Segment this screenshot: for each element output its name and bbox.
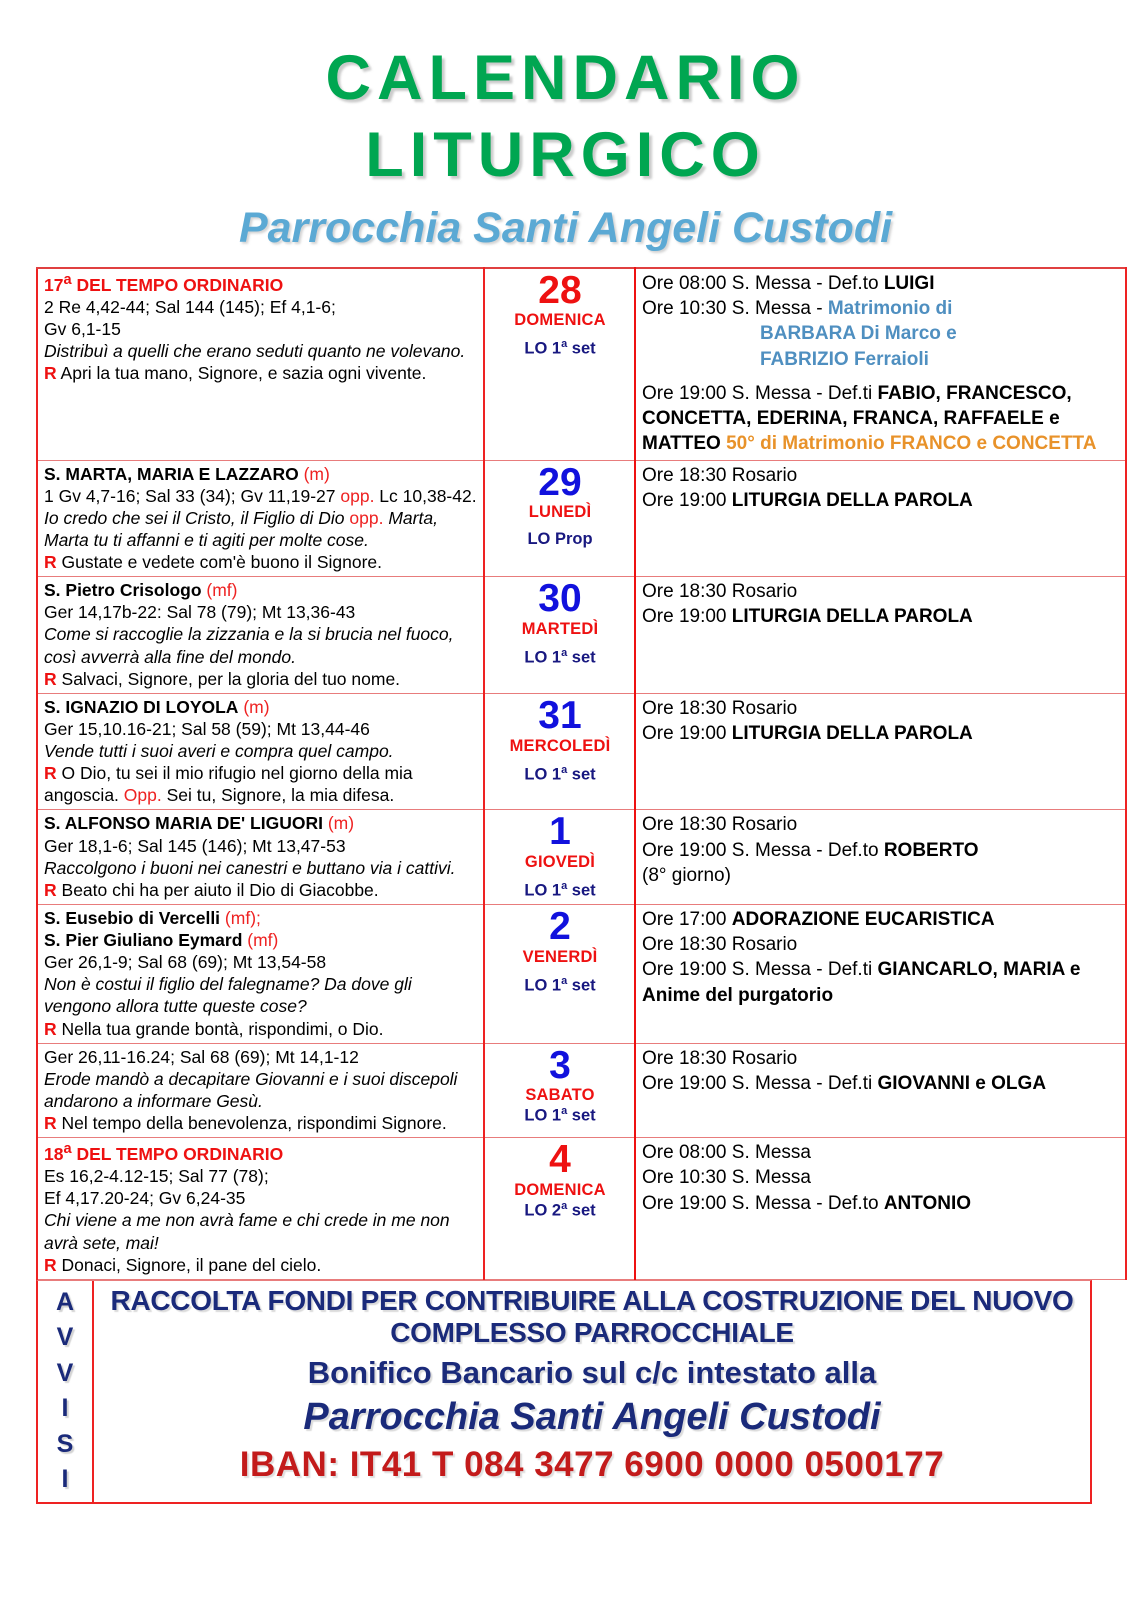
calendar-table-wrapper — [36, 267, 1097, 1280]
responsorial-psalm: R Apri la tua mano, Signore, e sazia ogni vivente. — [44, 363, 427, 384]
response-marker: R — [44, 1254, 57, 1275]
schedule-entry: Ore 19:00 LITURGIA DELLA PAROLA — [642, 723, 973, 745]
liturgy-of-hours-week: LO 1$^a$ set — [524, 880, 596, 900]
date-cell — [484, 904, 635, 1043]
day-number: 2 — [549, 904, 571, 948]
table-row — [37, 268, 1126, 460]
day-of-week: DOMENICA — [514, 311, 606, 330]
avvisi-bank-transfer-line: Bonifico Bancario sul c/c intestato alla — [307, 1354, 877, 1390]
schedule-entry: Ore 10:30 S. Messa - Matrimonio di — [642, 297, 953, 319]
liturgy-rank: (m) — [303, 463, 330, 484]
scripture-references: Ger 18,1-6; Sal 145 (146); Mt 13,47-53 — [44, 835, 346, 856]
responsorial-psalm: R Nella tua grande bontà, rispondimi, o Dio. — [44, 1018, 384, 1039]
liturgy-rank-secondary: (mf) — [247, 930, 279, 951]
schedule-entry: Ore 10:30 S. Messa — [642, 1167, 811, 1189]
schedule-entry: Ore 18:30 Rosario — [642, 934, 798, 956]
page-title — [0, 40, 1131, 194]
date-cell — [484, 693, 635, 810]
schedule-entry: Ore 19:00 LITURGIA DELLA PAROLA — [642, 489, 973, 511]
liturgy-cell — [37, 904, 484, 1043]
saint-name: S. Eusebio di Vercelli (mf); — [44, 907, 261, 928]
table-row — [37, 693, 1126, 810]
gospel-antiphon: Raccolgono i buoni nei canestri e buttano via i cattivi. — [44, 857, 456, 878]
date-cell — [484, 268, 635, 460]
title-line-1: CALENDARIO — [325, 43, 806, 113]
day-number: 30 — [538, 577, 582, 621]
liturgy-cell — [37, 1043, 484, 1138]
liturgy-cell — [37, 810, 484, 905]
responsorial-psalm: R Donaci, Signore, il pane del cielo. — [44, 1254, 322, 1275]
scripture-references: 2 Re 4,42-44; Sal 144 (145); Ef 4,1-6; — [44, 296, 336, 317]
responsorial-psalm: R Beato chi ha per aiuto il Dio di Giacobbe. — [44, 879, 379, 900]
opp-marker-2: opp. — [349, 507, 384, 528]
wedding-couple-line: BARBARA Di Marco e — [760, 323, 957, 345]
scripture-references: Ger 26,1-9; Sal 68 (69); Mt 13,54-58 — [44, 952, 327, 973]
table-row — [37, 1043, 1126, 1138]
avvisi-letter: I — [61, 1394, 69, 1423]
date-cell — [484, 460, 635, 577]
response-marker: R — [44, 1018, 57, 1039]
schedule-entry: Ore 18:30 Rosario — [642, 581, 798, 603]
liturgy-of-hours-week: LO 1$^a$ set — [524, 763, 596, 784]
liturgy-cell — [37, 693, 484, 810]
response-marker: R — [44, 763, 57, 784]
scripture-references: Es 16,2-4.12-15; Sal 77 (78); — [44, 1166, 269, 1187]
scripture-references: 1 Gv 4,7-16; Sal 33 (34); Gv 11,19-27 opp. Lc 10,38-42. Io credo che sei il Cristo, il Figlio di Dio opp. Marta, Marta tu ti affanni e ti agiti per molte cose. — [44, 485, 477, 550]
schedule-entry: Ore 19:00 S. Messa - Def.to ANTONIO — [642, 1192, 972, 1214]
liturgy-of-hours-week: LO 2$^a$ set — [524, 1199, 596, 1220]
avvisi-letter: S — [56, 1429, 74, 1458]
table-row — [37, 1138, 1126, 1280]
table-row — [37, 904, 1126, 1043]
day-of-week: GIOVEDÌ — [524, 853, 596, 872]
saint-name: 17$^a$ DEL TEMPO ORDINARIO — [44, 271, 284, 295]
opp-marker-resp: Opp. — [123, 785, 162, 806]
responsorial-psalm: R O Dio, tu sei il mio rifugio nel giorno della mia angoscia. Opp. Sei tu, Signore, la mia difesa. — [44, 763, 413, 806]
liturgy-of-hours-week: LO 1$^a$ set — [524, 338, 596, 358]
saint-name: S. MARTA, MARIA E LAZZARO (m) — [44, 463, 330, 484]
avvisi-letter: V — [56, 1358, 74, 1387]
day-number: 31 — [538, 693, 582, 737]
responsorial-psalm: R Salvaci, Signore, per la gloria del tuo nome. — [44, 668, 401, 689]
liturgy-rank: (m) — [243, 696, 270, 717]
scripture-references: Ef 4,17.20-24; Gv 6,24-35 — [44, 1188, 246, 1209]
anniversary-note: 50° di Matrimonio FRANCO e CONCETTA — [726, 433, 1097, 455]
day-number: 1 — [549, 810, 571, 854]
avvisi-vertical-label — [38, 1281, 94, 1502]
liturgy-of-hours-week: LO Prop — [527, 530, 593, 549]
avvisi-section — [36, 1280, 1092, 1504]
schedule-entry: Ore 19:00 LITURGIA DELLA PAROLA — [642, 606, 973, 628]
parish-subtitle: Parrocchia Santi Angeli Custodi — [238, 203, 893, 252]
schedule-entry: Ore 08:00 S. Messa — [642, 1142, 811, 1164]
schedule-entry: Ore 19:00 S. Messa - Def.ti FABIO, FRANCESCO, CONCETTA, EDERINA, FRANCA, RAFFAELE e MATTEO 50° di Matrimonio FRANCO e CONCETTA — [642, 382, 1097, 455]
day-of-week: SABATO — [525, 1086, 595, 1105]
schedule-entry: Ore 18:30 Rosario — [642, 697, 798, 719]
liturgy-cell — [37, 577, 484, 694]
day-of-week: MARTEDÌ — [521, 619, 599, 638]
wedding-couple-line: FABRIZIO Ferraioli — [760, 348, 929, 370]
title-line-2: LITURGICO — [365, 119, 766, 190]
schedule-cell — [635, 577, 1126, 694]
table-row — [37, 460, 1126, 577]
schedule-cell — [635, 268, 1126, 460]
day-of-week: LUNEDÌ — [528, 503, 592, 522]
avvisi-fundraising-headline: RACCOLTA FONDI PER CONTRIBUIRE ALLA COSTRUZIONE DEL NUOVO COMPLESSO PARROCCHIALE — [110, 1284, 1074, 1348]
schedule-entry: Ore 08:00 S. Messa - Def.to LUIGI — [642, 272, 935, 294]
date-cell — [484, 810, 635, 905]
schedule-cell — [635, 693, 1126, 810]
schedule-entry: Ore 19:00 S. Messa - Def.ti GIOVANNI e OLGA — [642, 1072, 1047, 1094]
schedule-entry: Ore 19:00 S. Messa - Def.ti GIANCARLO, MARIA e Anime del purgatorio — [642, 959, 1081, 1006]
table-row — [37, 810, 1126, 905]
gospel-antiphon: Vende tutti i suoi averi e compra quel campo. — [44, 741, 394, 762]
opp-marker: opp. — [340, 485, 375, 506]
liturgy-of-hours-week: LO 1$^a$ set — [524, 1105, 596, 1125]
scripture-references: Ger 26,11-16.24; Sal 68 (69); Mt 14,1-12 — [44, 1046, 359, 1067]
saint-name: 18$^a$ DEL TEMPO ORDINARIO — [44, 1141, 284, 1165]
liturgy-rank: (m) — [327, 813, 355, 834]
gospel-antiphon: Non è costui il figlio del falegname? Da dove gli vengono allora tutte queste cose? — [44, 974, 412, 1017]
schedule-note: (8° giorno) — [642, 864, 731, 886]
gospel-antiphon: Come si raccoglie la zizzania e la si brucia nel fuoco, così avverrà alla fine del mondo. — [44, 624, 454, 667]
responsorial-psalm: R Nel tempo della benevolenza, rispondimi Signore. — [44, 1113, 447, 1134]
day-of-week: VENERDÌ — [522, 947, 598, 966]
scripture-references: Ger 15,10.16-21; Sal 58 (59); Mt 13,44-46 — [44, 718, 370, 739]
day-number: 3 — [549, 1043, 571, 1087]
avvisi-account-holder: Parrocchia Santi Angeli Custodi — [303, 1396, 881, 1439]
date-cell — [484, 577, 635, 694]
response-marker: R — [44, 668, 57, 689]
saint-name: S. IGNAZIO DI LOYOLA (m) — [44, 696, 270, 717]
scripture-references: Ger 14,17b-22: Sal 78 (79); Mt 13,36-43 — [44, 602, 356, 623]
page-header — [0, 0, 1131, 253]
gospel-antiphon: Distribuì a quelli che erano seduti quanto ne volevano. — [44, 340, 466, 361]
schedule-cell — [635, 810, 1126, 905]
day-number: 4 — [549, 1138, 571, 1182]
response-marker: R — [44, 1113, 57, 1134]
calendar-table — [36, 267, 1127, 1280]
avvisi-letter: A — [55, 1287, 75, 1316]
schedule-cell — [635, 1138, 1126, 1280]
saint-name-secondary: S. Pier Giuliano Eymard (mf) — [44, 930, 279, 951]
date-cell — [484, 1043, 635, 1138]
avvisi-content — [94, 1281, 1090, 1502]
gospel-antiphon: Chi viene a me non avrà fame e chi crede in me non avrà sete, mai! — [44, 1210, 450, 1253]
liturgy-rank: (mf); — [224, 907, 261, 928]
date-cell — [484, 1138, 635, 1280]
liturgy-rank: (mf) — [206, 580, 238, 601]
gospel-antiphon: Io credo che sei il Cristo, il Figlio di Dio — [44, 507, 345, 528]
day-of-week: DOMENICA — [514, 1180, 606, 1199]
gospel-antiphon-2: Marta, Marta tu ti affanni e ti agiti per molte cose. — [44, 507, 438, 550]
schedule-entry: Ore 17:00 ADORAZIONE EUCARISTICA — [642, 908, 995, 930]
liturgy-cell — [37, 460, 484, 577]
day-of-week: MERCOLEDÌ — [509, 736, 611, 755]
table-row — [37, 577, 1126, 694]
schedule-entry: Ore 18:30 Rosario — [642, 814, 798, 836]
liturgy-cell — [37, 1138, 484, 1280]
liturgy-of-hours-week: LO 1$^a$ set — [524, 646, 596, 667]
schedule-entry: Ore 18:30 Rosario — [642, 464, 798, 486]
responsorial-psalm: R Gustate e vedete com'è buono il Signore. — [44, 552, 383, 573]
avvisi-letter: V — [56, 1323, 74, 1352]
response-marker: R — [44, 363, 57, 384]
schedule-cell — [635, 1043, 1126, 1138]
liturgy-cell — [37, 268, 484, 460]
response-marker: R — [44, 879, 57, 900]
liturgy-of-hours-week: LO 1$^a$ set — [524, 974, 596, 995]
gospel-antiphon: Erode mandò a decapitare Giovanni e i suoi discepoli andarono a informare Gesù. — [44, 1068, 458, 1111]
schedule-entry: Ore 18:30 Rosario — [642, 1047, 798, 1069]
schedule-cell — [635, 904, 1126, 1043]
saint-name: S. Pietro Crisologo (mf) — [44, 580, 238, 601]
avvisi-letter: I — [61, 1465, 69, 1494]
scripture-references: Gv 6,1-15 — [44, 318, 121, 339]
avvisi-iban: IBAN: IT41 T 084 3477 6900 0000 0500177 — [239, 1445, 945, 1484]
saint-name: S. ALFONSO MARIA DE' LIGUORI (m) — [44, 813, 355, 834]
response-marker: R — [44, 552, 57, 573]
schedule-cell — [635, 460, 1126, 577]
day-number: 29 — [538, 460, 582, 504]
day-number: 28 — [538, 268, 582, 312]
schedule-entry: Ore 19:00 S. Messa - Def.to ROBERTO — [642, 839, 979, 861]
